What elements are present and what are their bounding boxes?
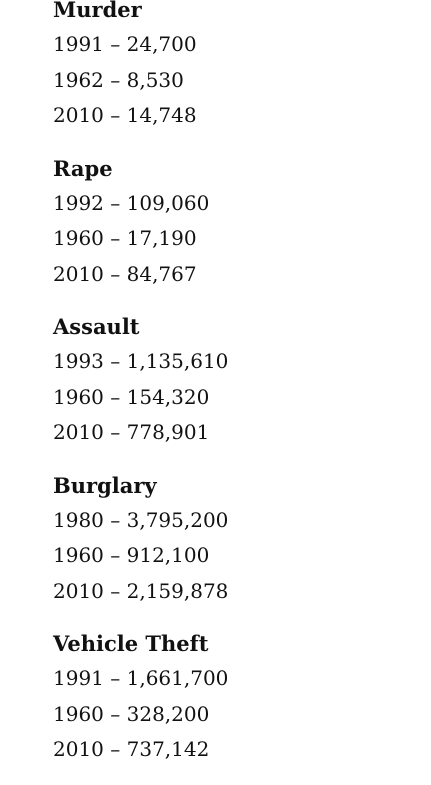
section-heading: Assault <box>53 314 140 339</box>
section-heading: Burglary <box>53 472 157 498</box>
section-heading: Vehicle Theft <box>53 631 209 656</box>
stat-entry: 2010 – 737,142 <box>53 737 210 761</box>
stat-entry: 1991 – 24,700 <box>53 32 197 56</box>
section-murder <box>53 0 413 134</box>
stat-entry: 2010 – 14,748 <box>53 103 197 127</box>
section-heading: Rape <box>53 155 113 181</box>
stat-entry: 1960 – 328,200 <box>53 701 210 726</box>
section-rape <box>53 151 413 293</box>
stat-entry: 1960 – 912,100 <box>53 543 210 567</box>
stat-entry: 1960 – 154,320 <box>53 384 210 409</box>
stat-entry: 2010 – 84,767 <box>53 261 197 286</box>
stat-entry: 1980 – 3,795,200 <box>53 507 229 532</box>
stat-entry: 1991 – 1,661,700 <box>53 666 229 690</box>
stat-entry: 1962 – 8,530 <box>53 67 184 92</box>
crime-statistics-list <box>53 0 413 785</box>
section-burglary <box>53 468 413 610</box>
stat-entry: 2010 – 778,901 <box>53 420 210 444</box>
section-assault <box>53 309 413 451</box>
stat-entry: 1992 – 109,060 <box>53 190 210 215</box>
section-heading: Murder <box>53 0 142 22</box>
stat-entry: 1993 – 1,135,610 <box>53 349 229 373</box>
stat-entry: 1960 – 17,190 <box>53 226 197 250</box>
stat-entry: 2010 – 2,159,878 <box>53 578 229 603</box>
section-vehicle-theft <box>53 626 413 768</box>
